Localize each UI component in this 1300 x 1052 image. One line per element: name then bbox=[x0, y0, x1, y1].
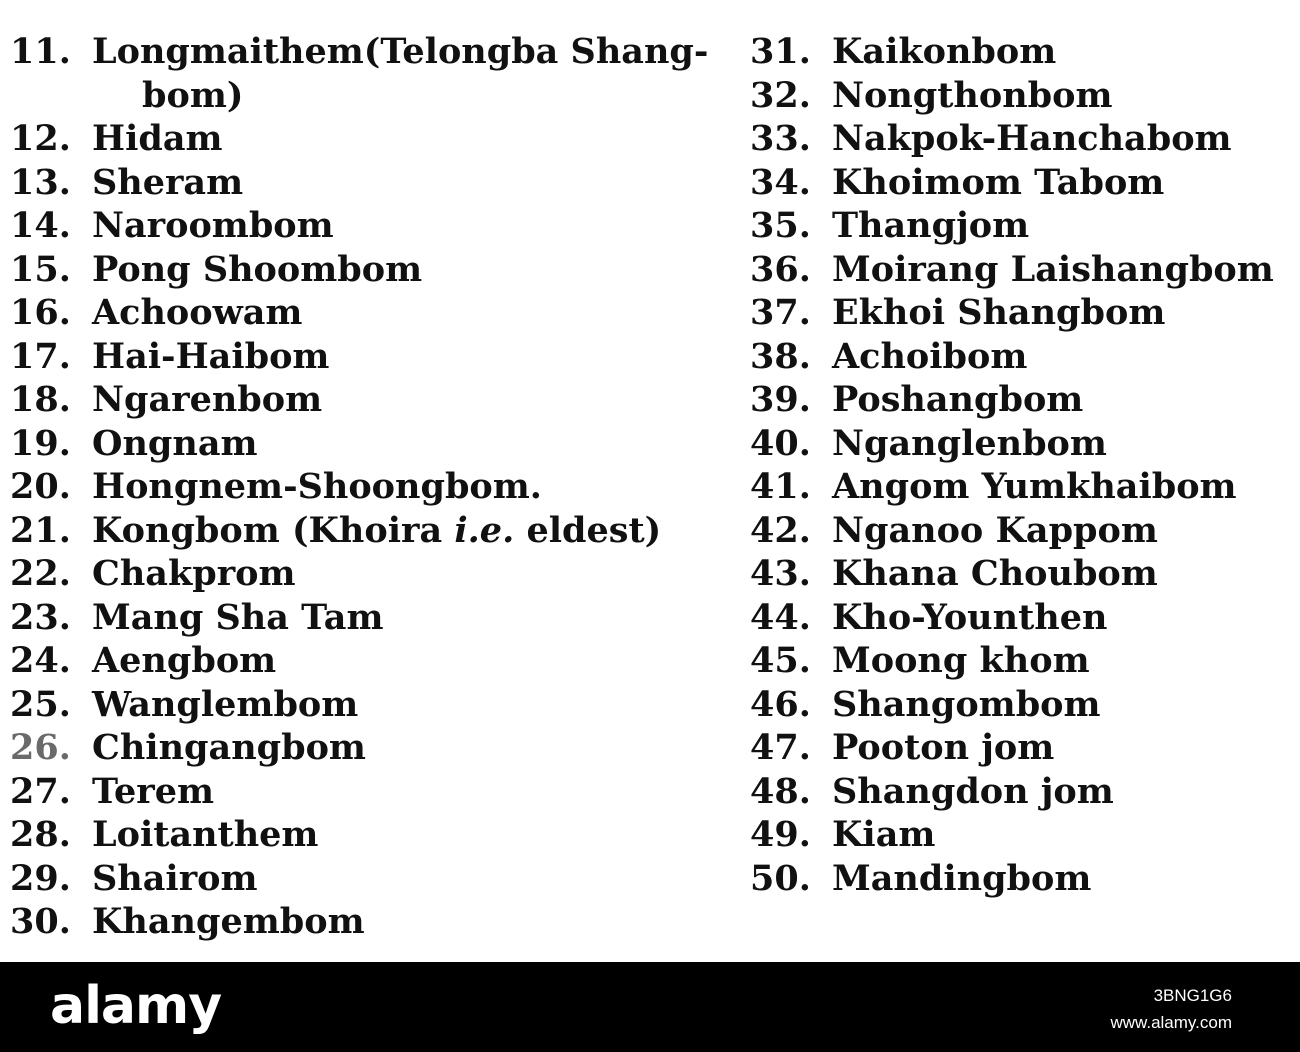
list-item bbox=[10, 117, 710, 161]
list-item bbox=[10, 900, 710, 944]
list-item bbox=[750, 378, 1290, 422]
list-item bbox=[750, 857, 1290, 901]
item-name bbox=[92, 30, 708, 117]
list-item bbox=[10, 813, 710, 857]
list-item bbox=[750, 422, 1290, 466]
item-number: 48. bbox=[750, 770, 811, 812]
list-item bbox=[750, 204, 1290, 248]
item-number: 11. bbox=[10, 31, 71, 72]
list-item bbox=[10, 770, 710, 814]
item-name: Pooton jom bbox=[832, 727, 1055, 768]
item-number: 30. bbox=[10, 901, 71, 942]
item-number: 37. bbox=[750, 292, 811, 333]
item-name: Ekhoi Shangbom bbox=[832, 292, 1166, 333]
item-name: Mang Sha Tam bbox=[92, 596, 384, 638]
item-name: Pong Shoombom bbox=[92, 248, 423, 290]
image-id: 3BNG1G6 bbox=[1153, 986, 1232, 1005]
list-item bbox=[750, 552, 1290, 596]
item-number: 16. bbox=[10, 292, 71, 333]
list-item bbox=[750, 161, 1290, 205]
item-name-line1: Longmaithem(Telongba Shang- bbox=[92, 31, 709, 72]
item-name-prefix: Kongbom (Khoira bbox=[92, 509, 455, 551]
item-number: 45. bbox=[750, 640, 811, 681]
watermark-footer bbox=[0, 962, 1300, 1052]
list-item bbox=[750, 509, 1290, 553]
alamy-logo: alamy bbox=[50, 976, 222, 1036]
list-item bbox=[10, 639, 710, 683]
item-name bbox=[92, 509, 661, 553]
list-item bbox=[750, 770, 1290, 814]
item-name: Moirang Laishangbom bbox=[832, 248, 1274, 290]
list-item bbox=[750, 726, 1290, 770]
list-item bbox=[750, 683, 1290, 727]
item-name: Sheram bbox=[92, 161, 244, 203]
item-name: Moong khom bbox=[832, 640, 1090, 681]
right-column-list bbox=[750, 30, 1290, 900]
list-item bbox=[750, 74, 1290, 118]
list-item bbox=[10, 726, 710, 770]
left-column-list bbox=[10, 30, 710, 944]
item-number: 20. bbox=[10, 466, 71, 507]
item-number: 36. bbox=[750, 248, 811, 290]
item-name: Ongnam bbox=[92, 422, 258, 464]
list-item bbox=[10, 509, 710, 553]
item-number: 47. bbox=[750, 727, 811, 768]
item-name: Shangombom bbox=[832, 683, 1101, 725]
item-name: Naroombom bbox=[92, 205, 334, 246]
item-number: 13. bbox=[10, 161, 71, 203]
item-name: Wanglembom bbox=[92, 683, 359, 725]
item-number: 22. bbox=[10, 553, 71, 594]
list-item bbox=[10, 248, 710, 292]
list-item bbox=[750, 639, 1290, 683]
item-number: 17. bbox=[10, 335, 71, 377]
site-url: www.alamy.com bbox=[1110, 1013, 1232, 1032]
item-number: 39. bbox=[750, 379, 811, 420]
item-name: Aengbom bbox=[92, 640, 277, 681]
list-item bbox=[10, 161, 710, 205]
list-item bbox=[750, 248, 1290, 292]
item-name: Kho-Younthen bbox=[832, 596, 1108, 638]
item-name: Nakpok-Hanchabom bbox=[832, 118, 1232, 159]
list-item bbox=[750, 596, 1290, 640]
list-item bbox=[750, 335, 1290, 379]
item-name: Terem bbox=[92, 770, 215, 812]
list-item bbox=[10, 465, 710, 509]
item-number: 31. bbox=[750, 31, 811, 72]
image-credit bbox=[1110, 982, 1232, 1036]
item-name-line2: bom) bbox=[142, 74, 244, 116]
item-number: 49. bbox=[750, 814, 811, 855]
item-number: 23. bbox=[10, 596, 71, 638]
item-number: 32. bbox=[750, 74, 811, 116]
item-number: 35. bbox=[750, 205, 811, 246]
item-name: Ngarenbom bbox=[92, 379, 323, 420]
item-name: Khana Choubom bbox=[832, 553, 1158, 594]
item-number: 46. bbox=[750, 683, 811, 725]
list-item bbox=[750, 30, 1290, 74]
item-number: 38. bbox=[750, 335, 811, 377]
item-name: Shangdon jom bbox=[832, 770, 1114, 812]
item-name: Khoimom Tabom bbox=[832, 161, 1165, 203]
list-item bbox=[750, 813, 1290, 857]
item-name: Hongnem-Shoongbom. bbox=[92, 466, 542, 507]
list-item bbox=[10, 335, 710, 379]
item-name: Hai-Haibom bbox=[92, 335, 330, 377]
item-number: 40. bbox=[750, 422, 811, 464]
item-number: 15. bbox=[10, 248, 71, 290]
item-number: 33. bbox=[750, 118, 811, 159]
item-name: Thangjom bbox=[832, 205, 1030, 246]
item-number: 50. bbox=[750, 857, 811, 899]
list-item bbox=[10, 596, 710, 640]
list-item bbox=[750, 117, 1290, 161]
list-item bbox=[10, 291, 710, 335]
item-name: Poshangbom bbox=[832, 379, 1084, 420]
item-name: Angom Yumkhaibom bbox=[832, 466, 1237, 507]
list-item bbox=[750, 291, 1290, 335]
item-name: Shairom bbox=[92, 857, 258, 899]
item-number: 21. bbox=[10, 509, 71, 551]
item-name: Chakprom bbox=[92, 553, 296, 594]
list-item bbox=[10, 552, 710, 596]
item-name-suffix: eldest) bbox=[514, 509, 662, 551]
item-number: 34. bbox=[750, 161, 811, 203]
item-name: Loitanthem bbox=[92, 814, 319, 855]
item-name: Kiam bbox=[832, 814, 936, 855]
item-name: Chingangbom bbox=[92, 727, 366, 768]
item-name: Nganglenbom bbox=[832, 422, 1107, 464]
item-number: 12. bbox=[10, 118, 71, 159]
list-item bbox=[10, 857, 710, 901]
item-name: Nganoo Kappom bbox=[832, 509, 1158, 551]
list-item bbox=[10, 378, 710, 422]
list-item bbox=[10, 30, 710, 117]
item-number: 28. bbox=[10, 814, 71, 855]
item-number: 14. bbox=[10, 205, 71, 246]
item-name: Nongthonbom bbox=[832, 74, 1113, 116]
item-number: 42. bbox=[750, 509, 811, 551]
list-item bbox=[10, 422, 710, 466]
item-name: Achoowam bbox=[92, 292, 303, 333]
item-name: Mandingbom bbox=[832, 857, 1092, 899]
item-number: 29. bbox=[10, 857, 71, 899]
item-number: 27. bbox=[10, 770, 71, 812]
item-number: 41. bbox=[750, 466, 811, 507]
item-name: Hidam bbox=[92, 118, 223, 159]
item-number: 18. bbox=[10, 379, 71, 420]
item-number: 25. bbox=[10, 683, 71, 725]
item-name: Khangembom bbox=[92, 901, 365, 942]
list-item bbox=[750, 465, 1290, 509]
item-number: 26. bbox=[10, 727, 71, 768]
item-name: Achoibom bbox=[832, 335, 1028, 377]
item-name: Kaikonbom bbox=[832, 31, 1057, 72]
item-number: 24. bbox=[10, 640, 71, 681]
item-name-italic: i.e. bbox=[454, 509, 515, 551]
item-number: 43. bbox=[750, 553, 811, 594]
list-item bbox=[10, 683, 710, 727]
item-number: 44. bbox=[750, 596, 811, 638]
list-item bbox=[10, 204, 710, 248]
item-number: 19. bbox=[10, 422, 71, 464]
